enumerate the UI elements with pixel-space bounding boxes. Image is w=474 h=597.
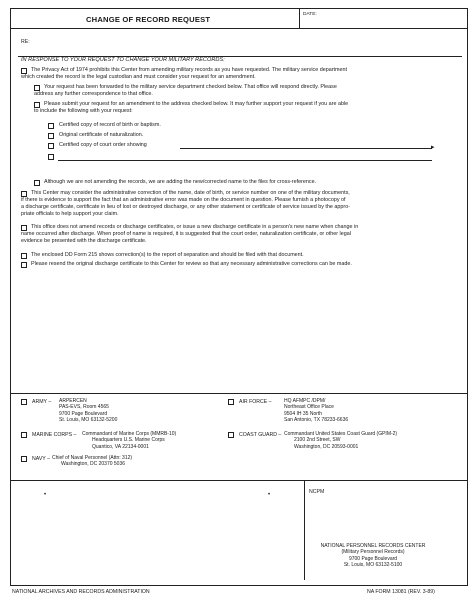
navy-checkbox[interactable] bbox=[21, 456, 27, 462]
air-force-address bbox=[284, 398, 348, 423]
form-number: NA FORM 13081 (REV. 3-89) bbox=[367, 589, 435, 595]
marine-corps-checkbox[interactable] bbox=[21, 432, 27, 438]
birth-checkbox[interactable] bbox=[48, 123, 54, 129]
mailing-top-rule bbox=[10, 480, 468, 481]
forwarded-paragraph bbox=[34, 84, 337, 98]
navy-address-line: Chief of Naval Personnel (Attn: 312) bbox=[52, 455, 133, 461]
marine-corps-label: MARINE CORPS – bbox=[32, 432, 77, 438]
address-marker-right: • bbox=[268, 492, 271, 498]
air-force-address-line: San Antonio, TX 78233-6636 bbox=[284, 416, 349, 423]
army-label: ARMY – bbox=[32, 399, 52, 405]
re-label: RE: bbox=[21, 39, 30, 45]
birth-option: Certified copy of record of birth or baptism. bbox=[59, 122, 161, 128]
resend-checkbox[interactable] bbox=[21, 262, 27, 268]
court-order-line[interactable] bbox=[180, 148, 432, 149]
other-checkbox[interactable] bbox=[48, 154, 54, 160]
records-center-line: (Military Personnel Records) bbox=[341, 549, 405, 556]
army-address bbox=[59, 398, 117, 423]
army-address-line: PAS-EVS, Room 4565 bbox=[59, 404, 109, 411]
marine-corps-address-line: Headquarters U.S. Marine Corps bbox=[92, 437, 165, 444]
coast-guard-checkbox[interactable] bbox=[228, 432, 234, 438]
submit-line: to include the following with your request: bbox=[34, 108, 133, 114]
court-order-option: Certified copy of court order showing bbox=[59, 142, 147, 148]
records-center-address bbox=[308, 543, 438, 568]
header-rule bbox=[10, 28, 468, 29]
correction-line: This Center may consider the administrative correction of the name, date of birth, or service number on one of the military documents, bbox=[31, 190, 350, 196]
air-force-address-line: 9504 IH 35 North bbox=[284, 410, 323, 417]
navy-address bbox=[52, 455, 132, 468]
records-center-line: St. Louis, MO 63132-5100 bbox=[343, 561, 403, 568]
marine-corps-address bbox=[82, 431, 176, 450]
administrative-correction-paragraph bbox=[21, 190, 350, 218]
mailing-divider bbox=[304, 480, 305, 580]
no-amend-line: name occurred after discharge. When proof of name is required, it is suggested that the court order, naturalization certificate, or other legal bbox=[21, 231, 351, 237]
other-line[interactable] bbox=[58, 160, 432, 161]
forwarded-line: Your request has been forwarded to the military service department checked below. That office will respond directly. Please bbox=[44, 84, 337, 90]
records-center-line: NATIONAL PERSONNEL RECORDS CENTER bbox=[320, 543, 426, 549]
air-force-office: HQ AFMPC /DPM/ bbox=[284, 398, 326, 404]
army-checkbox[interactable] bbox=[21, 399, 27, 405]
dd215-text: The enclosed DD Form 215 shows correction(s) to the report of separation and should be filed with that document. bbox=[31, 252, 304, 258]
date-label: DATE: bbox=[303, 12, 317, 17]
air-force-address-line: Northeast Office Place bbox=[284, 404, 334, 411]
submit-line: Please submit your request for an amendment to the address checked below. It may further support your request if you are able bbox=[44, 101, 349, 107]
privacy-paragraph bbox=[21, 67, 347, 81]
intro-heading: IN RESPONSE TO YOUR REQUEST TO CHANGE YOUR MILITARY RECORDS: bbox=[21, 57, 225, 63]
no-amend-line: This office does not amend records or discharge certificates, or issue a new discharge certificate in a person's new name when change in bbox=[31, 224, 359, 230]
coast-guard-address-line: 2100 2nd Street, SW bbox=[294, 437, 341, 444]
arrow-icon: ▸ bbox=[431, 144, 435, 151]
marine-corps-address-line: Commandant of Marine Corps (MMRB-10) bbox=[82, 431, 177, 437]
date-divider bbox=[299, 8, 300, 28]
dd215-checkbox[interactable] bbox=[21, 253, 27, 259]
no-amend-paragraph bbox=[21, 224, 359, 245]
naturalization-option: Original certificate of naturalization. bbox=[59, 132, 144, 138]
address-marker-left: • bbox=[44, 492, 47, 498]
coast-guard-label: COAST GUARD – bbox=[239, 432, 282, 438]
records-center-line: 9700 Page Boulevard bbox=[348, 555, 398, 562]
coast-guard-address-line: Washington, DC 20593-0001 bbox=[294, 443, 359, 450]
correction-line: priate officials to help support your claim. bbox=[21, 211, 119, 217]
army-office: ARPERCEN bbox=[59, 398, 87, 404]
air-force-label: AIR FORCE – bbox=[239, 399, 272, 405]
navy-address-line: Washington, DC 20370 5036 bbox=[61, 461, 126, 468]
address-top-rule bbox=[10, 393, 468, 394]
resend-text: Please resend the original discharge certificate to this Center for review so that any necessary administrative corrections can be made. bbox=[31, 261, 352, 267]
navy-label: NAVY – bbox=[32, 456, 50, 462]
ncpm-code: NCPM bbox=[309, 489, 325, 495]
agency-name: NATIONAL ARCHIVES AND RECORDS ADMINISTRATION bbox=[12, 589, 150, 595]
form-title: CHANGE OF RECORD REQUEST bbox=[86, 15, 211, 24]
coast-guard-address-line: Commandant United States Coast Guard (GPIM-2) bbox=[284, 431, 398, 437]
court-order-checkbox[interactable] bbox=[48, 143, 54, 149]
cross-reference-checkbox[interactable] bbox=[34, 180, 40, 186]
naturalization-checkbox[interactable] bbox=[48, 133, 54, 139]
correction-line: a discharge certificate, certificate in lieu of lost or destroyed discharge, or any other statement or certificate of service issued by the appro- bbox=[21, 204, 350, 210]
no-amend-line: evidence be presented with the discharge certificate. bbox=[21, 238, 147, 244]
forwarded-line: address any further correspondence to that office. bbox=[34, 91, 153, 97]
army-address-line: St. Louis, MO 63132-5200 bbox=[59, 416, 118, 423]
air-force-checkbox[interactable] bbox=[228, 399, 234, 405]
marine-corps-address-line: Quantico, VA 22134-0001 bbox=[92, 443, 149, 450]
privacy-line: The Privacy Act of 1974 prohibits this Center from amending military records as you have requested. The military service department bbox=[31, 67, 347, 73]
cross-reference-text: Although we are not amending the records, we are adding the new/corrected name to the files for cross-reference. bbox=[44, 179, 317, 185]
submit-paragraph bbox=[34, 101, 349, 115]
privacy-line: which created the record is the legal custodian and must consider your request for an amendment. bbox=[21, 74, 256, 80]
correction-line: if there is evidence to support the fact that an administrative error was made on the document in question. Please furnish a photocopy of bbox=[21, 197, 346, 203]
army-address-line: 9700 Page Boulevard bbox=[59, 410, 108, 417]
coast-guard-address bbox=[284, 431, 397, 450]
